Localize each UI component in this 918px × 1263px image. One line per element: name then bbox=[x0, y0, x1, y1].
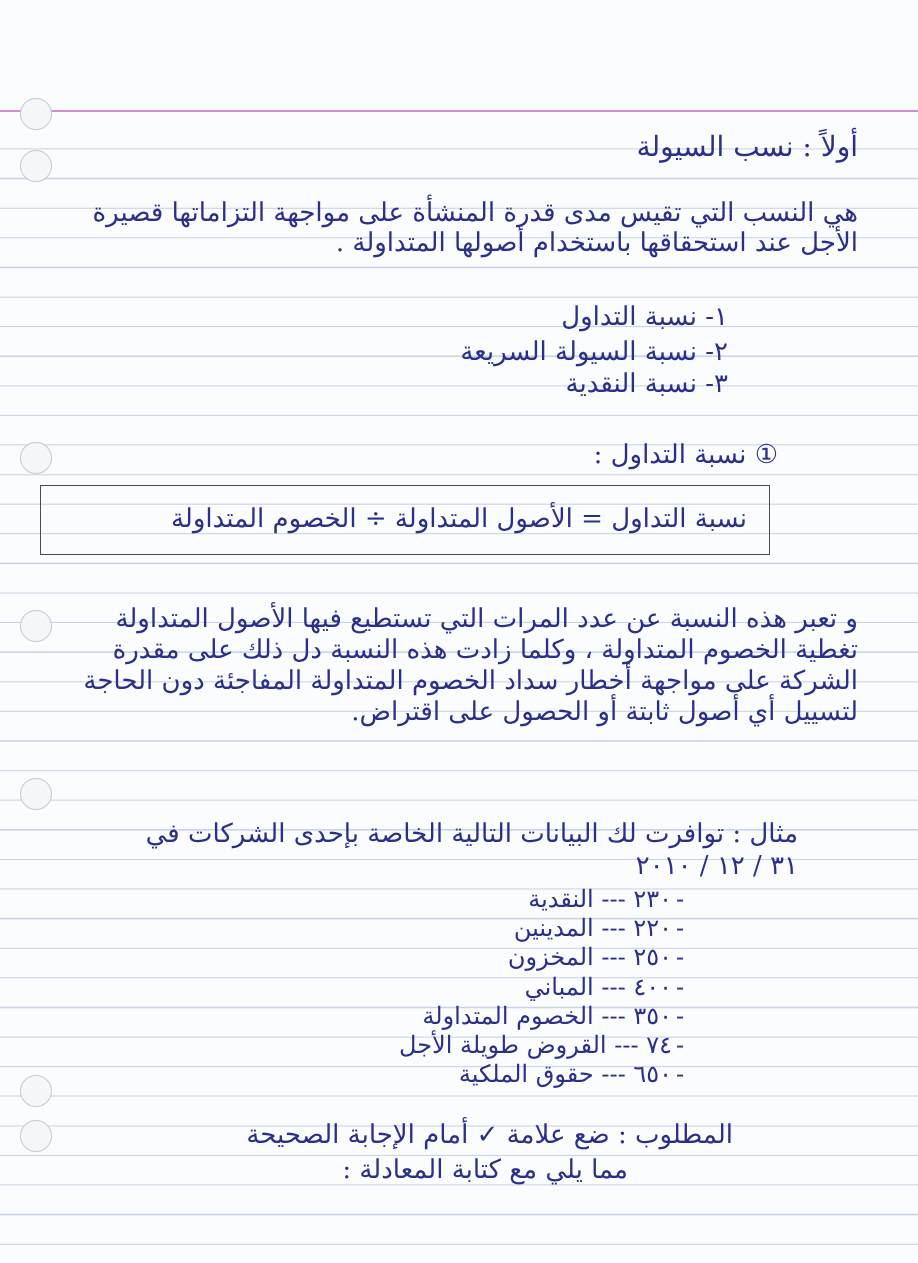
data-item: - ٢٥٠ --- المخزون bbox=[507, 943, 685, 972]
margin-line bbox=[0, 110, 918, 112]
required-instruction-cont: مما يلي مع كتابة المعادلة : bbox=[342, 1155, 628, 1185]
binder-hole bbox=[20, 150, 52, 182]
intro-paragraph: هي النسب التي تقيس مدى قدرة المنشأة على مواجهة التزاماتها قصيرة الأجل عند استحقاقها باستخدام أصولها المتداولة . bbox=[92, 198, 858, 258]
binder-hole bbox=[20, 1120, 52, 1152]
binder-hole bbox=[20, 98, 52, 130]
example-intro: مثال : توافرت لك البيانات التالية الخاصة بإحدى الشركات في ٣١ / ١٢ / ٢٠١٠ bbox=[145, 819, 798, 881]
data-item: - ٣٥٠ --- الخصوم المتداولة bbox=[422, 1001, 685, 1030]
binder-hole bbox=[20, 442, 52, 474]
ratio-list-item: ٢- نسبة السيولة السريعة bbox=[460, 337, 728, 367]
data-item: - ٤٠٠ --- المباني bbox=[524, 972, 685, 1001]
binder-hole bbox=[20, 1075, 52, 1107]
data-item: - ٢٢٠ --- المدينين bbox=[513, 913, 685, 942]
section-title: أولاً : نسب السيولة bbox=[636, 130, 858, 163]
data-item: - ٧٤ --- القروض طويلة الأجل bbox=[399, 1031, 685, 1060]
current-ratio-formula: نسبة التداول = الأصول المتداولة ÷ الخصوم المتداولة bbox=[170, 504, 747, 534]
explanation-paragraph: و تعبر هذه النسبة عن عدد المرات التي تستطيع فيها الأصول المتداولة تغطية الخصوم المتداولة ، وكلما زادت هذه النسبة دل ذلك على مقدرة الشركة على مواجهة أخطار سداد الخصوم المتداولة المفاجئة دون الحاجة لتسييل أي أصول ثابتة أو الحصول على اقتراض. bbox=[83, 604, 858, 727]
formula-box bbox=[40, 485, 770, 555]
ratio-list-item: ١- نسبة التداول bbox=[561, 302, 728, 332]
data-item: - ٢٣٠ --- النقدية bbox=[528, 884, 685, 913]
binder-hole bbox=[20, 778, 52, 810]
required-instruction: المطلوب : ضع علامة ✓ أمام الإجابة الصحيحة bbox=[246, 1120, 733, 1150]
data-item: - ٦٥٠ --- حقوق الملكية bbox=[458, 1060, 685, 1089]
page-header-area bbox=[0, 0, 918, 120]
data-list bbox=[230, 884, 700, 1089]
ratio-list-item: ٣- نسبة النقدية bbox=[565, 369, 728, 399]
binder-hole bbox=[20, 610, 52, 642]
subsection-title: ① نسبة التداول : bbox=[593, 440, 778, 470]
